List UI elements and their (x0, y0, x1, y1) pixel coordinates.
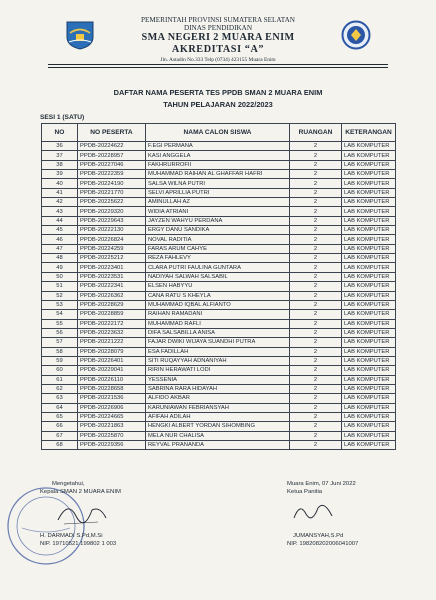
table-row (42, 366, 396, 375)
cell-keterangan: LAB KOMPUTER (342, 328, 396, 337)
cell-no-peserta: PPDB-20224665 (78, 412, 146, 421)
cell-nama: YESSENIA (146, 375, 290, 384)
right-sign-nip: NIP. 198208202006041007 (287, 541, 359, 547)
cell-no: 45 (42, 226, 78, 235)
left-sign-name: H. DARMADI S.Pd,M.Si (40, 533, 103, 539)
cell-ruangan: 2 (290, 300, 342, 309)
right-signature (288, 498, 338, 528)
cell-no-peserta: PPDB-20229320 (78, 207, 146, 216)
cell-keterangan: LAB KOMPUTER (342, 422, 396, 431)
cell-keterangan: LAB KOMPUTER (342, 403, 396, 412)
cell-nama: MUHAMMAD IQBAL ALFIANTO (146, 300, 290, 309)
cell-no: 66 (42, 422, 78, 431)
cell-nama: REZA FAHLEVY (146, 254, 290, 263)
table-row (42, 394, 396, 403)
left-signature (54, 498, 110, 528)
cell-no-peserta: PPDB-20223531 (78, 272, 146, 281)
cell-nama: ESA FADILLAH (146, 347, 290, 356)
table-row (42, 291, 396, 300)
header-no-peserta: NO PESERTA (78, 124, 146, 142)
cell-ruangan: 2 (290, 244, 342, 253)
cell-keterangan: LAB KOMPUTER (342, 366, 396, 375)
table-row (42, 431, 396, 440)
table-row (42, 384, 396, 393)
cell-no: 62 (42, 384, 78, 393)
cell-no-peserta: PPDB-20226401 (78, 356, 146, 365)
table-row (42, 263, 396, 272)
cell-ruangan: 2 (290, 356, 342, 365)
table-row (42, 198, 396, 207)
cell-no: 36 (42, 142, 78, 151)
cell-keterangan: LAB KOMPUTER (342, 263, 396, 272)
cell-nama: CANA RATU S KHEYLA (146, 291, 290, 300)
cell-nama: JAYZEN WAHYU PERDANA (146, 216, 290, 225)
cell-no: 40 (42, 179, 78, 188)
cell-no-peserta: PPDB-20228658 (78, 384, 146, 393)
cell-nama: AMINULLAH AZ (146, 198, 290, 207)
cell-ruangan: 2 (290, 272, 342, 281)
cell-keterangan: LAB KOMPUTER (342, 338, 396, 347)
cell-keterangan: LAB KOMPUTER (342, 160, 396, 169)
cell-nama: ALFIDO AKBAR (146, 394, 290, 403)
cell-no: 59 (42, 356, 78, 365)
table-row (42, 356, 396, 365)
cell-no-peserta: PPDB-20221222 (78, 338, 146, 347)
table-row (42, 170, 396, 179)
cell-no: 41 (42, 188, 78, 197)
cell-no: 61 (42, 375, 78, 384)
cell-nama: ELSEN HABYYU (146, 282, 290, 291)
cell-nama: DIFA SALSABILLA ANISA (146, 328, 290, 337)
cell-ruangan: 2 (290, 188, 342, 197)
cell-keterangan: LAB KOMPUTER (342, 282, 396, 291)
cell-keterangan: LAB KOMPUTER (342, 441, 396, 450)
cell-no: 42 (42, 198, 78, 207)
cell-keterangan: LAB KOMPUTER (342, 198, 396, 207)
cell-ruangan: 2 (290, 394, 342, 403)
cell-no-peserta: PPDB-20228629 (78, 300, 146, 309)
cell-nama: KASI ANGGELA (146, 151, 290, 160)
cell-keterangan: LAB KOMPUTER (342, 356, 396, 365)
cell-keterangan: LAB KOMPUTER (342, 244, 396, 253)
table-row (42, 151, 396, 160)
cell-ruangan: 2 (290, 216, 342, 225)
cell-no: 57 (42, 338, 78, 347)
cell-no-peserta: PPDB-20221536 (78, 394, 146, 403)
cell-keterangan: LAB KOMPUTER (342, 170, 396, 179)
cell-keterangan: LAB KOMPUTER (342, 310, 396, 319)
table-row (42, 375, 396, 384)
cell-keterangan: LAB KOMPUTER (342, 431, 396, 440)
cell-nama: NADIYAH SALWAH SALSABIL (146, 272, 290, 281)
cell-no-peserta: PPDB-20224190 (78, 179, 146, 188)
table-row (42, 160, 396, 169)
participants-table (41, 123, 396, 450)
cell-keterangan: LAB KOMPUTER (342, 384, 396, 393)
table-row (42, 441, 396, 450)
cell-ruangan: 2 (290, 412, 342, 421)
cell-ruangan: 2 (290, 198, 342, 207)
cell-nama: MELA NUR CHALISA (146, 431, 290, 440)
cell-nama: CLARA PUTRI FAULINA GUNTARA (146, 263, 290, 272)
cell-no-peserta: PPDB-20227046 (78, 160, 146, 169)
table-row (42, 310, 396, 319)
cell-no: 53 (42, 300, 78, 309)
cell-ruangan: 2 (290, 291, 342, 300)
table-row (42, 412, 396, 421)
cell-no: 56 (42, 328, 78, 337)
cell-no-peserta: PPDB-20226906 (78, 403, 146, 412)
cell-no: 64 (42, 403, 78, 412)
cell-no: 54 (42, 310, 78, 319)
table-row (42, 179, 396, 188)
table-row (42, 403, 396, 412)
cell-keterangan: LAB KOMPUTER (342, 179, 396, 188)
table-row (42, 272, 396, 281)
right-sign-role: Ketua Panitia (287, 489, 323, 495)
cell-no-peserta: PPDB-20225212 (78, 254, 146, 263)
cell-nama: MUHAMMAD RAFLI (146, 319, 290, 328)
cell-no-peserta: PPDB-20226362 (78, 291, 146, 300)
cell-no: 67 (42, 431, 78, 440)
cell-ruangan: 2 (290, 375, 342, 384)
cell-nama: FARAS ARUM CAHYE (146, 244, 290, 253)
cell-nama: REYVAL PRANANDA (146, 441, 290, 450)
cell-ruangan: 2 (290, 431, 342, 440)
cell-nama: RAIHAN RAMADANI (146, 310, 290, 319)
cell-no-peserta: PPDB-20229041 (78, 366, 146, 375)
cell-no-peserta: PPDB-20224622 (78, 142, 146, 151)
header-line-2: DINAS PENDIDIKAN (183, 24, 253, 32)
cell-keterangan: LAB KOMPUTER (342, 235, 396, 244)
cell-nama: SALSA WILNA PUTRI (146, 179, 290, 188)
cell-no-peserta: PPDB-20229643 (78, 216, 146, 225)
cell-ruangan: 2 (290, 263, 342, 272)
cell-keterangan: LAB KOMPUTER (342, 142, 396, 151)
right-sign-place-date: Muara Enim, 07 Juni 2022 (287, 481, 356, 487)
cell-nama: HENGKI ALBERT YORDAN SIHOMBING (146, 422, 290, 431)
cell-ruangan: 2 (290, 282, 342, 291)
cell-ruangan: 2 (290, 207, 342, 216)
cell-no-peserta: PPDB-20229356 (78, 441, 146, 450)
cell-nama: WIDIA ATRIANI (146, 207, 290, 216)
cell-ruangan: 2 (290, 422, 342, 431)
table-row (42, 328, 396, 337)
cell-nama: SELVI APRILLIA PUTRI (146, 188, 290, 197)
cell-keterangan: LAB KOMPUTER (342, 207, 396, 216)
cell-no: 68 (42, 441, 78, 450)
cell-keterangan: LAB KOMPUTER (342, 226, 396, 235)
cell-no-peserta: PPDB-20228957 (78, 151, 146, 160)
cell-keterangan: LAB KOMPUTER (342, 291, 396, 300)
school-address: Jln. Astadin No.333 Telp (0734) 423155 Muara Enim (160, 57, 276, 63)
session-label: SESI 1 (SATU) (40, 114, 85, 121)
table-row (42, 282, 396, 291)
cell-ruangan: 2 (290, 235, 342, 244)
table-row (42, 188, 396, 197)
header-rule-thick (48, 64, 388, 65)
cell-ruangan: 2 (290, 254, 342, 263)
cell-nama: RIRIN HERAWATI LODI (146, 366, 290, 375)
document-title: DAFTAR NAMA PESERTA TES PPDB SMAN 2 MUARA ENIM (113, 88, 323, 97)
table-row (42, 422, 396, 431)
header-rule-thin (48, 67, 388, 68)
cell-keterangan: LAB KOMPUTER (342, 151, 396, 160)
cell-no: 43 (42, 207, 78, 216)
cell-no: 58 (42, 347, 78, 356)
table-row (42, 347, 396, 356)
header-keterangan: KETERANGAN (342, 124, 396, 142)
cell-no-peserta: PPDB-20223401 (78, 263, 146, 272)
cell-keterangan: LAB KOMPUTER (342, 394, 396, 403)
cell-no-peserta: PPDB-20225622 (78, 198, 146, 207)
cell-ruangan: 2 (290, 226, 342, 235)
cell-ruangan: 2 (290, 328, 342, 337)
cell-no: 48 (42, 254, 78, 263)
cell-no: 46 (42, 235, 78, 244)
cell-no: 63 (42, 394, 78, 403)
table-row (42, 226, 396, 235)
cell-nama: FAJAR DWIKI WIJAYA SUANDHI PUTRA (146, 338, 290, 347)
header-nama-calon-siswa: NAMA CALON SISWA (146, 124, 290, 142)
cell-nama: NOVAL RADITIA (146, 235, 290, 244)
cell-nama: MUHAMMAD RAIHAN AL GHAFFAR HAFRI (146, 170, 290, 179)
cell-no: 38 (42, 160, 78, 169)
cell-ruangan: 2 (290, 170, 342, 179)
left-sign-label: Mengetahui, (52, 481, 85, 487)
cell-nama: KARUNIAWAN FEBRIANSYAH (146, 403, 290, 412)
right-sign-name: JUMANSYAH,S.Pd (293, 533, 344, 539)
header-no: NO (42, 124, 78, 142)
cell-keterangan: LAB KOMPUTER (342, 254, 396, 263)
cell-no-peserta: PPDB-20223632 (78, 328, 146, 337)
cell-keterangan: LAB KOMPUTER (342, 300, 396, 309)
table-body (42, 142, 396, 450)
cell-ruangan: 2 (290, 151, 342, 160)
cell-keterangan: LAB KOMPUTER (342, 319, 396, 328)
cell-no-peserta: PPDB-20221863 (78, 422, 146, 431)
cell-no: 50 (42, 272, 78, 281)
cell-no: 60 (42, 366, 78, 375)
cell-nama: FAKHRURROFII (146, 160, 290, 169)
cell-no: 49 (42, 263, 78, 272)
cell-keterangan: LAB KOMPUTER (342, 272, 396, 281)
cell-no-peserta: PPDB-20222172 (78, 319, 146, 328)
cell-nama: ERGY DANU SANDIKA (146, 226, 290, 235)
header-line-1: PEMERINTAH PROVINSI SUMATERA SELATAN (141, 16, 295, 24)
cell-keterangan: LAB KOMPUTER (342, 216, 396, 225)
cell-ruangan: 2 (290, 310, 342, 319)
cell-nama: F.EGI PERMANA (146, 142, 290, 151)
cell-ruangan: 2 (290, 319, 342, 328)
cell-no: 47 (42, 244, 78, 253)
table-row (42, 338, 396, 347)
cell-no: 39 (42, 170, 78, 179)
cell-ruangan: 2 (290, 403, 342, 412)
cell-no-peserta: PPDB-20226824 (78, 235, 146, 244)
cell-nama: SABRINA RARA HIDAYAH (146, 384, 290, 393)
accreditation: AKREDITASI “A” (171, 44, 265, 55)
cell-keterangan: LAB KOMPUTER (342, 375, 396, 384)
cell-no: 44 (42, 216, 78, 225)
cell-keterangan: LAB KOMPUTER (342, 347, 396, 356)
cell-no: 55 (42, 319, 78, 328)
cell-nama: SITI RUQAYYAH ADNANIYAH (146, 356, 290, 365)
cell-ruangan: 2 (290, 179, 342, 188)
school-name: SMA NEGERI 2 MUARA ENIM (141, 32, 295, 43)
table-row (42, 254, 396, 263)
cell-ruangan: 2 (290, 384, 342, 393)
cell-no-peserta: PPDB-20222341 (78, 282, 146, 291)
left-sign-nip: NIP. 19710521 199802 1 003 (40, 541, 117, 547)
document-subtitle: TAHUN PELAJARAN 2022/2023 (163, 100, 273, 109)
header-ruangan: RUANGAN (290, 124, 342, 142)
cell-ruangan: 2 (290, 441, 342, 450)
cell-no-peserta: PPDB-20226110 (78, 375, 146, 384)
cell-ruangan: 2 (290, 160, 342, 169)
cell-no-peserta: PPDB-20228079 (78, 347, 146, 356)
cell-no-peserta: PPDB-20222359 (78, 170, 146, 179)
cell-keterangan: LAB KOMPUTER (342, 412, 396, 421)
cell-nama: AFIFAH ADILAH (146, 412, 290, 421)
table-row (42, 142, 396, 151)
cell-ruangan: 2 (290, 338, 342, 347)
cell-ruangan: 2 (290, 142, 342, 151)
table-row (42, 244, 396, 253)
cell-ruangan: 2 (290, 347, 342, 356)
cell-no-peserta: PPDB-20225870 (78, 431, 146, 440)
table-row (42, 319, 396, 328)
table-row (42, 207, 396, 216)
cell-no: 65 (42, 412, 78, 421)
table-row (42, 216, 396, 225)
cell-no: 51 (42, 282, 78, 291)
left-sign-role: Kepala SMAN 2 MUARA ENIM (40, 489, 121, 495)
cell-no-peserta: PPDB-20222130 (78, 226, 146, 235)
cell-no: 52 (42, 291, 78, 300)
cell-no: 37 (42, 151, 78, 160)
cell-no-peserta: PPDB-20228859 (78, 310, 146, 319)
table-row (42, 235, 396, 244)
cell-no-peserta: PPDB-20221770 (78, 188, 146, 197)
cell-no-peserta: PPDB-20224259 (78, 244, 146, 253)
table-header-row (42, 124, 396, 142)
table-row (42, 300, 396, 309)
cell-keterangan: LAB KOMPUTER (342, 188, 396, 197)
cell-ruangan: 2 (290, 366, 342, 375)
